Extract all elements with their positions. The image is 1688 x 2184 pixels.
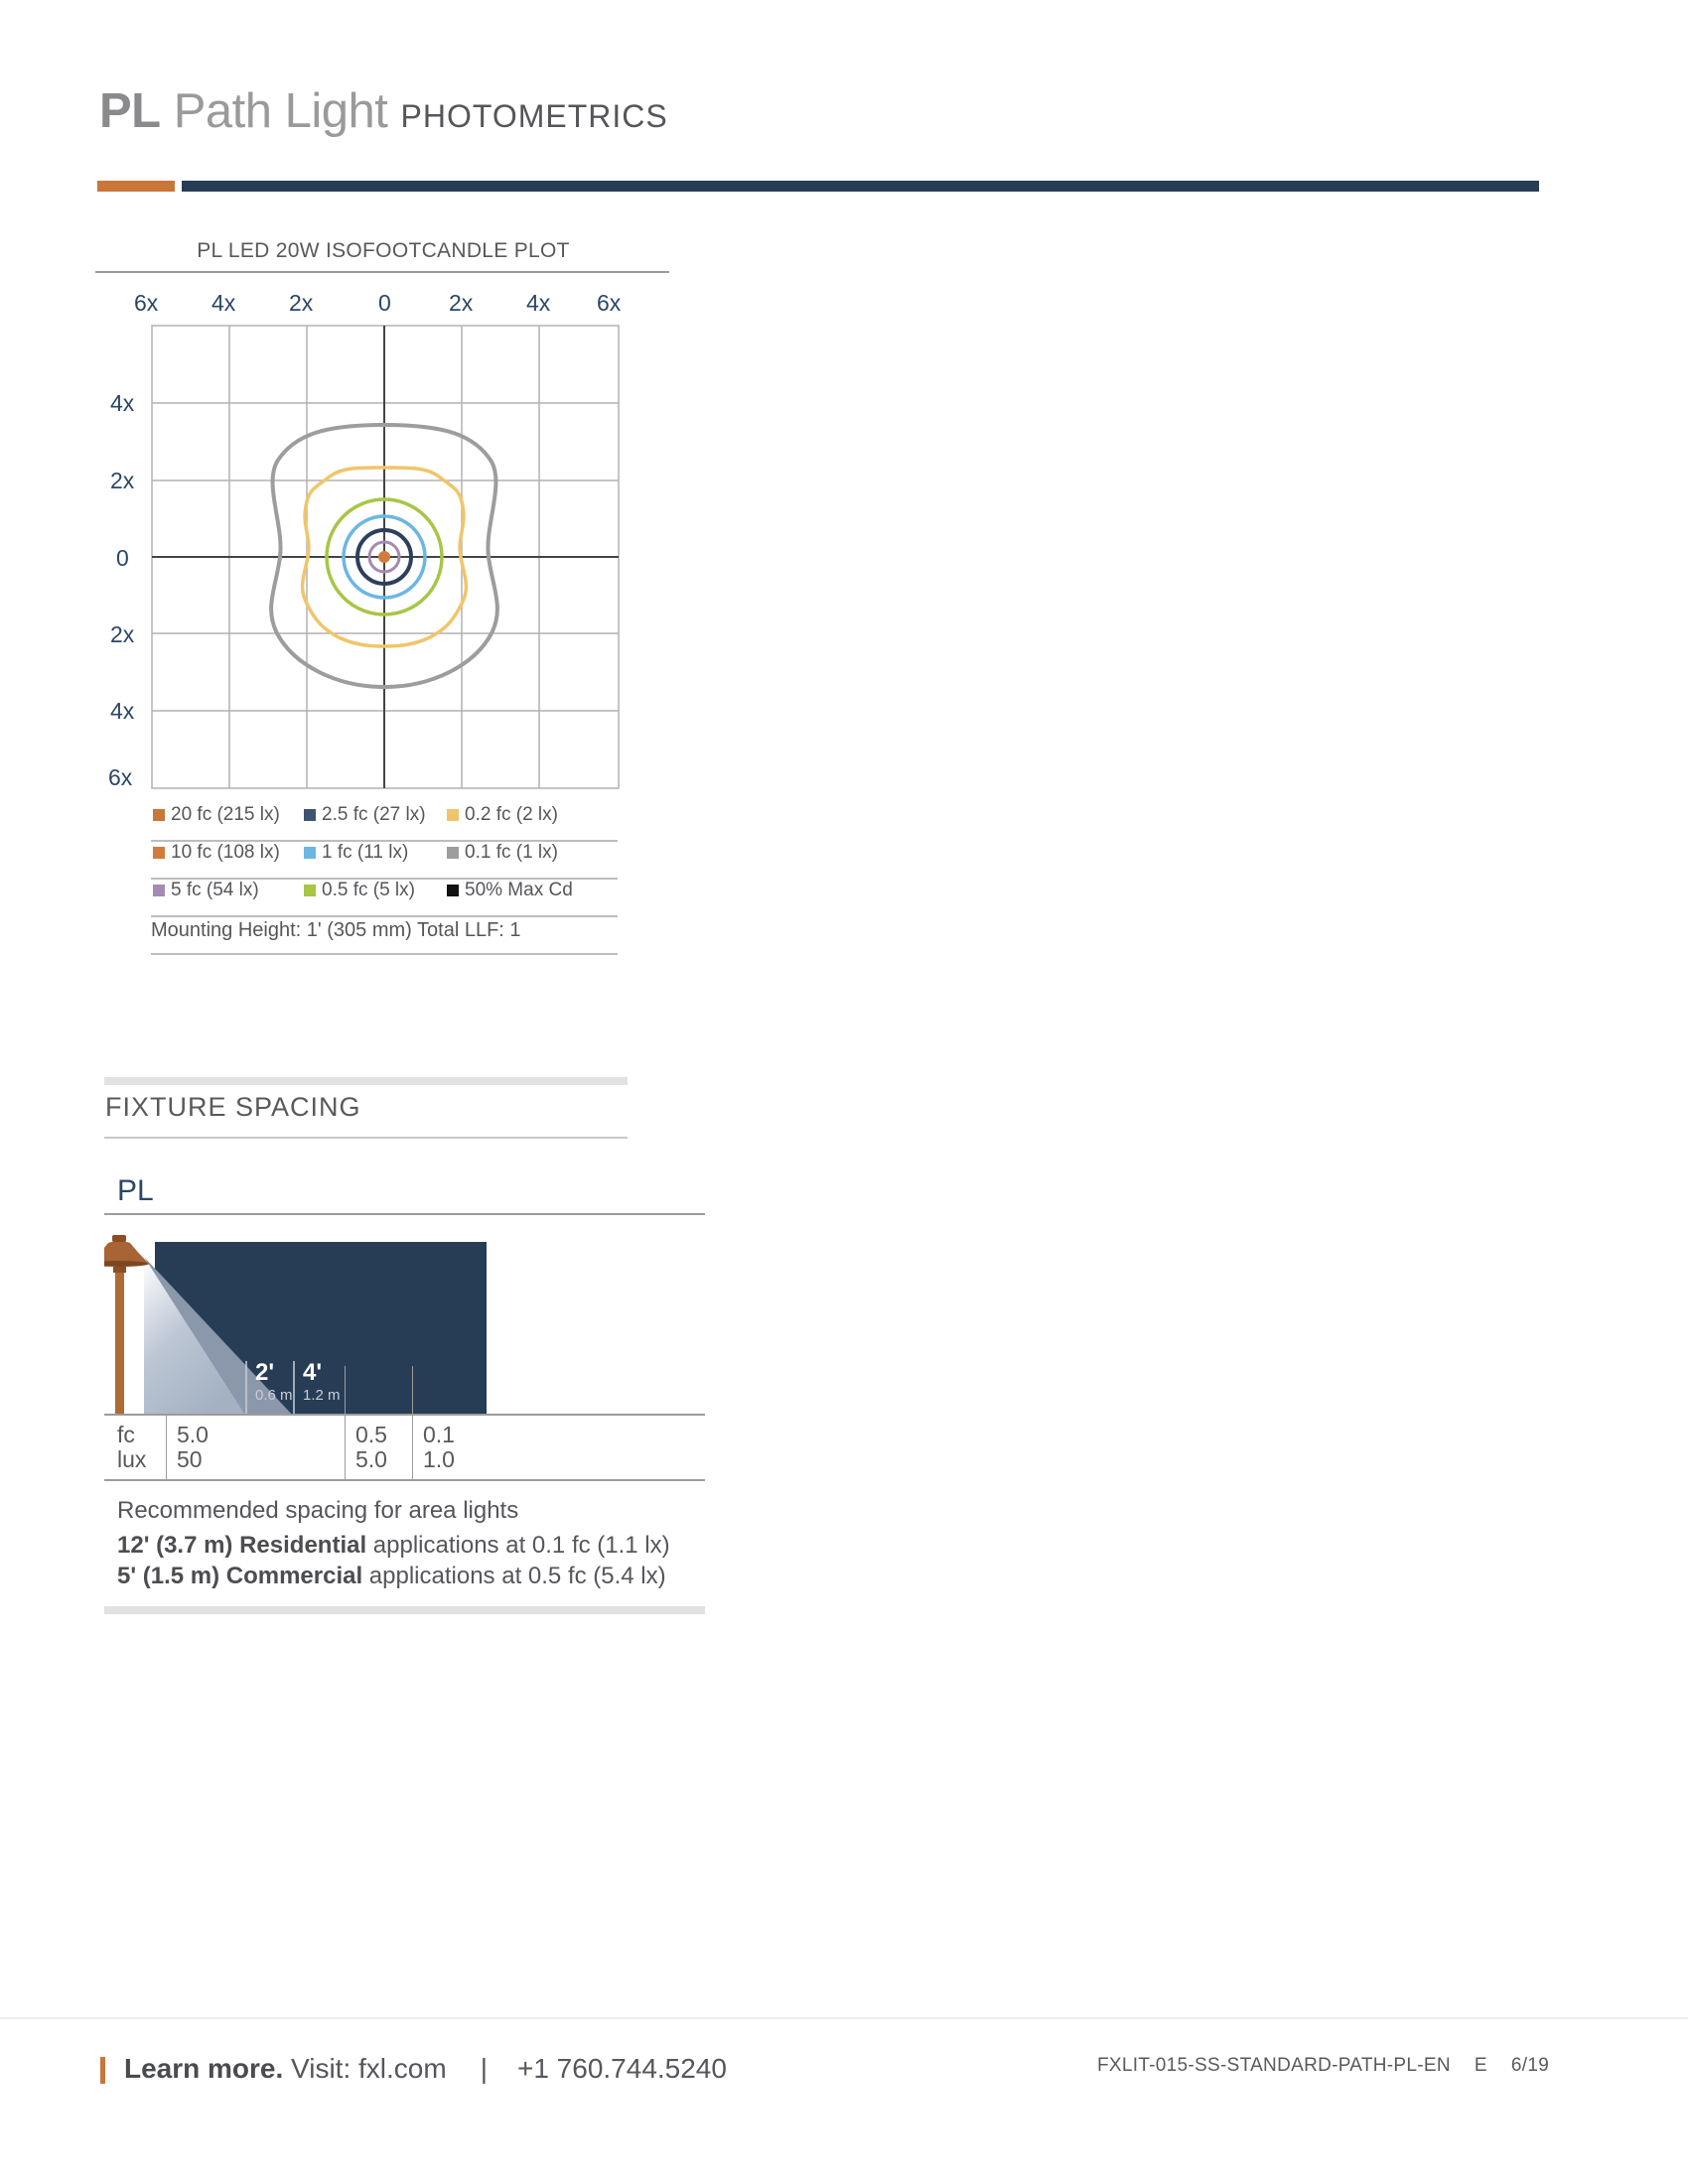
legend-label: 2.5 fc (27 lx): [322, 804, 426, 825]
footer-revision: E: [1474, 2055, 1487, 2076]
distance-label-2ft: 2': [255, 1359, 275, 1386]
model-rule: [104, 1213, 705, 1215]
x-axis-label: 4x: [526, 290, 551, 316]
legend-swatch: [304, 885, 316, 896]
table-cell-fc: 5.0: [177, 1422, 209, 1447]
y-axis-label: 2x: [110, 621, 135, 647]
footer-learn-more: Learn more.: [124, 2053, 284, 2084]
recommend-commercial-text: applications at 0.5 fc (5.4 lx): [362, 1563, 666, 1589]
legend-label: 0.1 fc (1 lx): [465, 842, 558, 863]
legend-label: 0.5 fc (5 lx): [322, 880, 415, 900]
table-cell-fc: 0.5: [355, 1422, 387, 1447]
recommend-residential: [117, 1532, 670, 1560]
footer-rule: [0, 2017, 1688, 2019]
footer-separator: |: [480, 2053, 488, 2084]
legend-item: [447, 880, 573, 901]
mounting-info: Mounting Height: 1' (305 mm) Total LLF: 1: [151, 919, 618, 955]
legend-label: 0.2 fc (2 lx): [465, 804, 558, 825]
header-accent-bar: [97, 181, 175, 192]
footer-phone[interactable]: +1 760.744.5240: [516, 2053, 727, 2084]
isofootcandle-plot: [129, 318, 626, 804]
table-divider: [412, 1366, 413, 1479]
distance-metric-4ft: 1.2 m: [303, 1387, 341, 1404]
y-axis-label: 4x: [110, 698, 135, 724]
legend-swatch: [447, 809, 459, 821]
table-divider: [166, 1414, 167, 1479]
legend-swatch: [153, 885, 165, 896]
header-rule-bar: [182, 181, 1539, 192]
y-axis-label: 4x: [110, 390, 135, 416]
contour-10fc: [378, 551, 390, 563]
recommend-commercial: [117, 1563, 666, 1590]
table-divider: [345, 1366, 346, 1479]
table-cell-lux: 1.0: [423, 1446, 455, 1472]
recommend-commercial-bold: 5' (1.5 m) Commercial: [117, 1563, 363, 1589]
legend-swatch: [153, 847, 165, 859]
legend-item: [304, 804, 426, 826]
footer-date: 6/19: [1510, 2055, 1550, 2076]
recommend-heading: Recommended spacing for area lights: [117, 1497, 519, 1524]
x-axis-label: 4x: [211, 290, 236, 316]
fixture-spacing-top-bar: [104, 1077, 628, 1085]
fixture-spacing-rule: [104, 1137, 628, 1139]
legend-swatch: [153, 809, 165, 821]
legend-swatch: [304, 809, 316, 821]
table-row-label-fc: fc: [117, 1422, 135, 1447]
y-axis-label: 6x: [108, 764, 133, 790]
legend-label: 20 fc (215 lx): [171, 804, 280, 825]
diagram-baseline: [104, 1414, 705, 1416]
x-axis-label: 0: [378, 290, 391, 316]
legend-item: [153, 804, 280, 826]
legend-item: [304, 880, 415, 901]
footer-website-link[interactable]: Visit: fxl.com: [283, 2053, 447, 2084]
page-title: [99, 81, 668, 146]
distance-metric-2ft: 0.6 m: [255, 1387, 293, 1404]
footer-doc-info: [1097, 2055, 1549, 2077]
table-row-label-lux: lux: [117, 1446, 147, 1472]
legend-item: [447, 842, 558, 864]
product-code: PL: [99, 84, 161, 138]
y-axis-label: 2x: [110, 468, 135, 493]
x-axis-label: 6x: [134, 290, 159, 316]
footer-doc-code: FXLIT-015-SS-STANDARD-PATH-PL-EN: [1097, 2055, 1451, 2076]
recommend-bottom-bar: [104, 1606, 705, 1614]
legend-row: [151, 880, 618, 917]
x-axis-label: 6x: [597, 290, 622, 316]
table-cell-fc: 0.1: [423, 1422, 455, 1447]
legend-swatch: [304, 847, 316, 859]
table-cell-lux: 50: [177, 1446, 203, 1472]
legend-label: 50% Max Cd: [465, 880, 573, 900]
legend-item: [304, 842, 408, 864]
model-label: PL: [117, 1174, 154, 1207]
legend-label: 5 fc (54 lx): [171, 880, 259, 900]
table-cell-lux: 5.0: [355, 1446, 387, 1472]
x-axis-label: 2x: [449, 290, 474, 316]
legend-row: [151, 804, 618, 842]
section-name: PHOTOMETRICS: [400, 98, 668, 134]
recommend-residential-text: applications at 0.1 fc (1.1 lx): [366, 1532, 670, 1559]
legend-row: [151, 842, 618, 880]
footer-accent-mark: [100, 2057, 105, 2084]
legend-label: 10 fc (108 lx): [171, 842, 280, 863]
legend-swatch: [447, 885, 459, 896]
legend-swatch: [447, 847, 459, 859]
product-name: Path Light: [173, 84, 388, 138]
legend-label: 1 fc (11 lx): [322, 842, 409, 863]
fixture-spacing-title: FIXTURE SPACING: [105, 1092, 361, 1122]
recommend-residential-bold: 12' (3.7 m) Residential: [117, 1532, 367, 1559]
x-axis-label: 2x: [289, 290, 314, 316]
plot-title-rule: [95, 271, 669, 273]
footer-contact: [124, 2053, 727, 2085]
y-axis-label: 0: [116, 545, 129, 571]
legend-item: [447, 804, 558, 826]
legend-item: [153, 880, 259, 901]
distance-label-4ft: 4': [303, 1359, 323, 1386]
plot-title: PL LED 20W ISOFOOTCANDLE PLOT: [197, 239, 570, 262]
path-light-fixture: [104, 1235, 149, 1414]
legend-item: [153, 842, 280, 864]
table-bottom-rule: [104, 1479, 705, 1481]
